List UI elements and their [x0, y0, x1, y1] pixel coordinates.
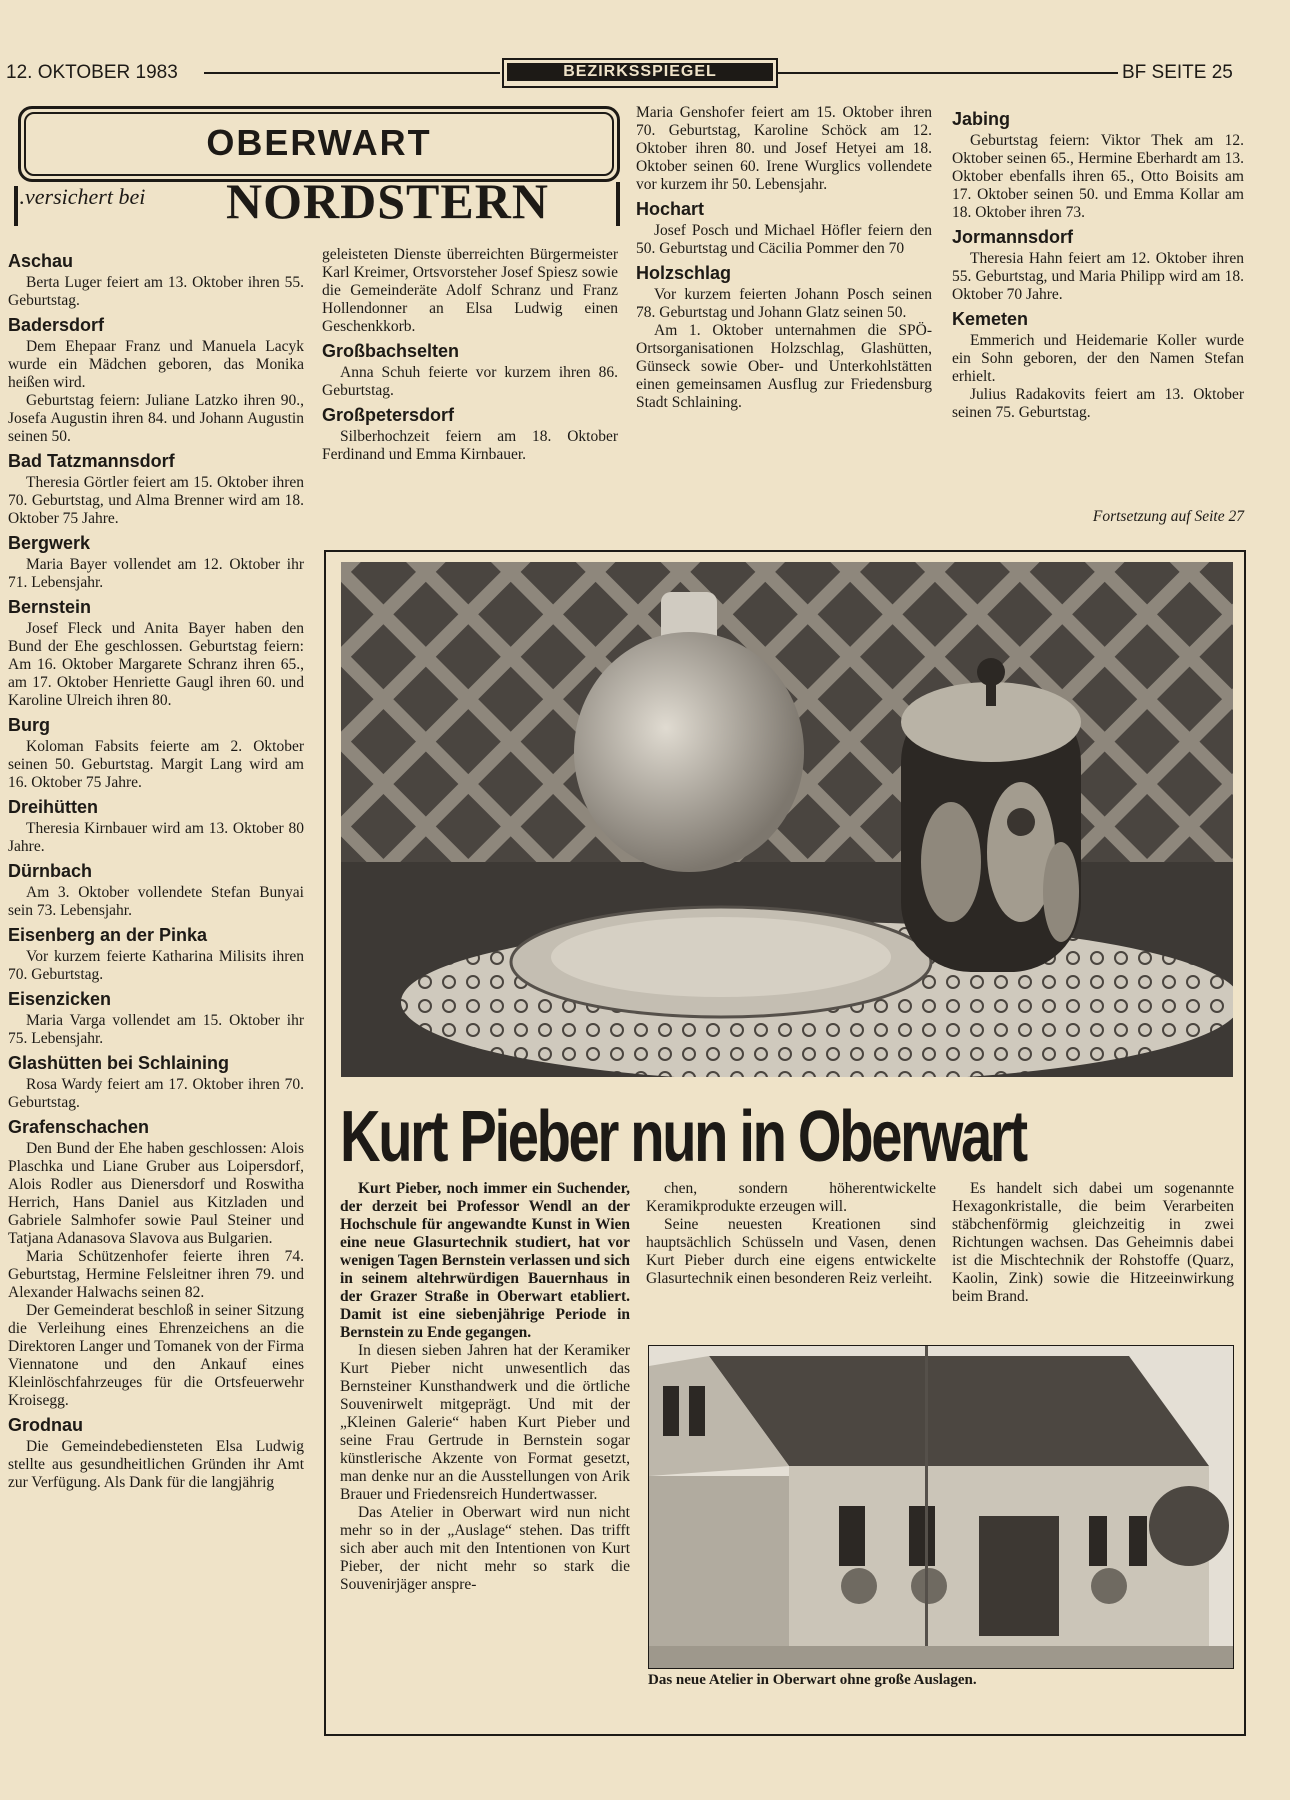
column-4	[952, 104, 1244, 422]
news-paragraph: Theresia Hahn feiert am 12. Oktober ihren 55. Geburtstag, und Maria Philipp wird am 18. Oktober 70 Jahre.	[952, 250, 1244, 303]
section-label: BEZIRKSSPIEGEL	[502, 58, 778, 88]
news-paragraph: Theresia Kirnbauer wird am 13. Oktober 80 Jahre.	[8, 820, 304, 855]
place-heading: Glashütten bei Schlaining	[8, 1053, 230, 1073]
page-number: BF SEITE 25	[1122, 62, 1233, 83]
story-headline: Kurt Pieber nun in Oberwart	[340, 1097, 1026, 1177]
news-paragraph: Maria Bayer vollendet am 12. Oktober ihr 71. Lebensjahr.	[8, 556, 304, 591]
news-paragraph: Maria Varga vollendet am 15. Oktober ihr 75. Lebensjahr.	[8, 1012, 304, 1047]
place-heading: Jormannsdorf	[952, 227, 1074, 247]
place-heading: Bad Tatzmannsdorf	[8, 451, 175, 471]
news-paragraph: Den Bund der Ehe haben geschlossen: Alois Plaschka und Liane Gruber aus Loipersdorf, Alois Rodler aus Dienersdorf und Roswitha Herrich, Hans Daniel aus Kitzladen und Gabriele Salmhofer sowie Paul Steiner und Tatjana Adanasova Slavova aus Bulgarien.	[8, 1140, 304, 1247]
place-heading: Großpetersdorf	[322, 405, 455, 425]
news-paragraph: Am 3. Oktober vollendete Stefan Bunyai sein 73. Lebensjahr.	[8, 884, 304, 919]
place-heading: Jabing	[952, 109, 1011, 129]
place-heading: Holzschlag	[636, 263, 732, 283]
header-rule-left	[204, 72, 500, 74]
news-paragraph: Koloman Fabsits feierte am 2. Oktober seinen 50. Geburtstag. Margit Lang wird am 16. Oktober 75 Jahre.	[8, 738, 304, 791]
place-heading: Eisenzicken	[8, 989, 112, 1009]
atelier-house-illustration	[649, 1346, 1233, 1668]
story-lead: Kurt Pieber, noch immer ein Suchender, der derzeit bei Professor Wendl an der Hochschule für angewandte Kunst in Wien eine neue Glasurtechnik studiert, hat vor wenigen Tagen Bernstein verlassen und sich in seinem altehrwürdigen Bauernhaus in der Grazer Straße in Oberwart etabliert. Damit ist eine siebenjährige Periode in Bernstein zu Ende gegangen.	[340, 1180, 630, 1341]
story-column-3-body	[952, 1180, 1234, 1306]
banner-brand: NORDSTERN	[226, 173, 549, 229]
oberwart-banner	[8, 106, 620, 230]
news-paragraph: Der Gemeinderat beschloß in seiner Sitzung die Verleihung eines Ehrenzeichens an die Direktoren Langer und Tomanek von der Firma Viennatone und den Ankauf eines Kleinlöschfahrzeuges für die Ortsfeuerwehr Kroisegg.	[8, 1302, 304, 1409]
column-2	[322, 246, 618, 464]
atelier-photo	[648, 1345, 1234, 1669]
news-paragraph: Anna Schuh feierte vor kurzem ihren 86. Geburtstag.	[322, 364, 618, 399]
news-paragraph: Josef Posch und Michael Höfler feiern den 50. Geburtstag und Cäcilia Pommer den 70	[636, 222, 932, 257]
place-heading: Dürnbach	[8, 861, 93, 881]
place-heading: Bernstein	[8, 597, 92, 617]
news-paragraph: Geburtstag feiern: Viktor Thek am 12. Oktober seinen 65., Hermine Eberhardt am 13. Oktober ebenfalls ihren 65., Otto Boisits am 17. Oktober seinen 50. und Emma Kollar am 18. Oktober ihren 73.	[952, 132, 1244, 221]
continued-note-wrap	[952, 500, 1244, 526]
news-paragraph: Rosa Wardy feiert am 17. Oktober ihren 70. Geburtstag.	[8, 1076, 304, 1111]
place-heading: Burg	[8, 715, 50, 735]
story-paragraph: Es handelt sich dabei um sogenannte Hexagonkristalle, die beim Verarbeiten stäbchenförmig gleichzeitig in zwei Richtungen wachsen. Das Geheimnis dabei ist die Mischtechnik der Rohstoffe (Quarz, Kaolin, Zink) sowie die Hitzeeinwirkung beim Brand.	[952, 1180, 1234, 1305]
column-3	[636, 104, 932, 412]
banner-bracket-right	[616, 182, 620, 226]
news-paragraph: Am 1. Oktober unternahmen die SPÖ-Ortsorganisationen Holzschlag, Glashütten, Günseck sowie Ober- und Unterkohlstätten einen gemeinsamen Ausflug zur Friedensburg Stadt Schlaining.	[636, 322, 932, 411]
news-paragraph: Theresia Görtler feiert am 15. Oktober ihren 70. Geburtstag, und Alma Brenner wird am 18. Oktober 75 Jahre.	[8, 474, 304, 527]
continued-note: Fortsetzung auf Seite 27	[1092, 508, 1244, 525]
place-heading: Aschau	[8, 251, 74, 271]
place-heading: Dreihütten	[8, 797, 98, 817]
place-heading: Bergwerk	[8, 533, 91, 553]
story-column-1	[340, 1180, 630, 1594]
story-column-2-body	[646, 1180, 936, 1288]
news-paragraph: Dem Ehepaar Franz und Manuela Lacyk wurde ein Mädchen geboren, das Monika heißen wird.	[8, 338, 304, 391]
place-heading: Großbachselten	[322, 341, 460, 361]
story-paragraph: Seine neuesten Kreationen sind hauptsächlich Schüsseln und Vasen, denen Kurt Pieber durch eine eigens entwickelte Glasurtechnik einen besonderen Reiz verleiht.	[646, 1216, 936, 1287]
atelier-caption: Das neue Atelier in Oberwart ohne große Auslagen.	[648, 1672, 977, 1688]
news-paragraph: Maria Genshofer feiert am 15. Oktober ihren 70. Geburtstag, Karoline Schöck am 12. Oktober ihren 80. und Josef Hetyei am 18. Oktober seinen 60. Irene Wurglics vollendete vor kurzem ihr 50. Lebensjahr.	[636, 104, 932, 193]
news-paragraph: geleisteten Dienste überreichten Bürgermeister Karl Kreimer, Ortsvorsteher Josef Spiesz sowie die Gemeinderäte Adolf Schranz und Franz Hollendonner an Elsa Ludwig einen Geschenkkorb.	[322, 246, 618, 335]
news-paragraph: Maria Schützenhofer feierte ihren 74. Geburtstag, Hermine Felsleitner ihren 79. und Alexander Halwachs seinen 82.	[8, 1248, 304, 1301]
column-1	[8, 246, 304, 1492]
header-rule-right	[778, 72, 1118, 74]
issue-date: 12. OKTOBER 1983	[6, 62, 178, 83]
page-header	[6, 58, 1246, 86]
news-paragraph: Vor kurzem feierten Johann Posch seinen 78. Geburtstag und Johann Glatz seinen 50.	[636, 286, 932, 321]
story-paragraph: Das Atelier in Oberwart wird nun nicht mehr so in der „Auslage“ stehen. Das trifft sich aber auch mit den Intentionen von Kurt Pieber, der nicht mehr so stark die Souvenirjäger anspre-	[340, 1504, 630, 1593]
place-heading: Eisenberg an der Pinka	[8, 925, 208, 945]
news-paragraph: Silberhochzeit feiern am 18. Oktober Ferdinand und Emma Kirnbauer.	[322, 428, 618, 463]
story-paragraph: In diesen sieben Jahren hat der Keramiker Kurt Pieber nicht unwesentlich das Bernsteiner Kunsthandwerk und die örtliche Souvenirwelt mitgeprägt. Und mit der „Kleinen Galerie“ haben Kurt Pieber und seine Frau Gertrude in Bernstein sogar künstlerische Akzente von Format gesetzt, man denke nur an die Ausstellungen von Arik Brauer und Friedensreich Hundertwasser.	[340, 1342, 630, 1503]
ceramics-illustration	[341, 562, 1233, 1077]
news-paragraph: Berta Luger feiert am 13. Oktober ihren 55. Geburtstag.	[8, 274, 304, 309]
banner-tagline: ..versichert bei	[14, 184, 146, 209]
ceramics-photo	[341, 562, 1233, 1077]
news-paragraph: Josef Fleck und Anita Bayer haben den Bund der Ehe geschlossen. Geburtstag feiern: Am 16. Oktober Margarete Schranz ihren 65., am 17. Oktober Henriette Gaugl ihren 60. und Karoline Ulreich ihren 80.	[8, 620, 304, 709]
story-paragraph: chen, sondern höherentwickelte Keramikprodukte erzeugen will.	[646, 1180, 936, 1215]
place-heading: Kemeten	[952, 309, 1029, 329]
news-paragraph: Julius Radakovits feiert am 13. Oktober seinen 75. Geburtstag.	[952, 386, 1244, 421]
banner-frame	[18, 106, 620, 182]
news-paragraph: Emmerich und Heidemarie Koller wurde ein Sohn geboren, der den Namen Stefan erhielt.	[952, 332, 1244, 385]
banner-title: OBERWART	[24, 112, 614, 176]
story-column-3	[952, 1180, 1234, 1306]
place-heading: Grodnau	[8, 1415, 83, 1435]
place-heading: Hochart	[636, 199, 705, 219]
news-paragraph: Vor kurzem feierte Katharina Milisits ihren 70. Geburtstag.	[8, 948, 304, 983]
place-heading: Grafenschachen	[8, 1117, 150, 1137]
place-heading: Badersdorf	[8, 315, 105, 335]
story-column-2	[646, 1180, 936, 1288]
news-paragraph: Geburtstag feiern: Juliane Latzko ihren 90., Josefa Augustin ihren 84. und Johann Augustin seinen 50.	[8, 392, 304, 445]
news-paragraph: Die Gemeindebediensteten Elsa Ludwig stellte aus gesundheitlichen Gründen ihr Amt zur Verfügung. Als Dank für die langjährig	[8, 1438, 304, 1491]
story-column-1-body	[340, 1342, 630, 1594]
